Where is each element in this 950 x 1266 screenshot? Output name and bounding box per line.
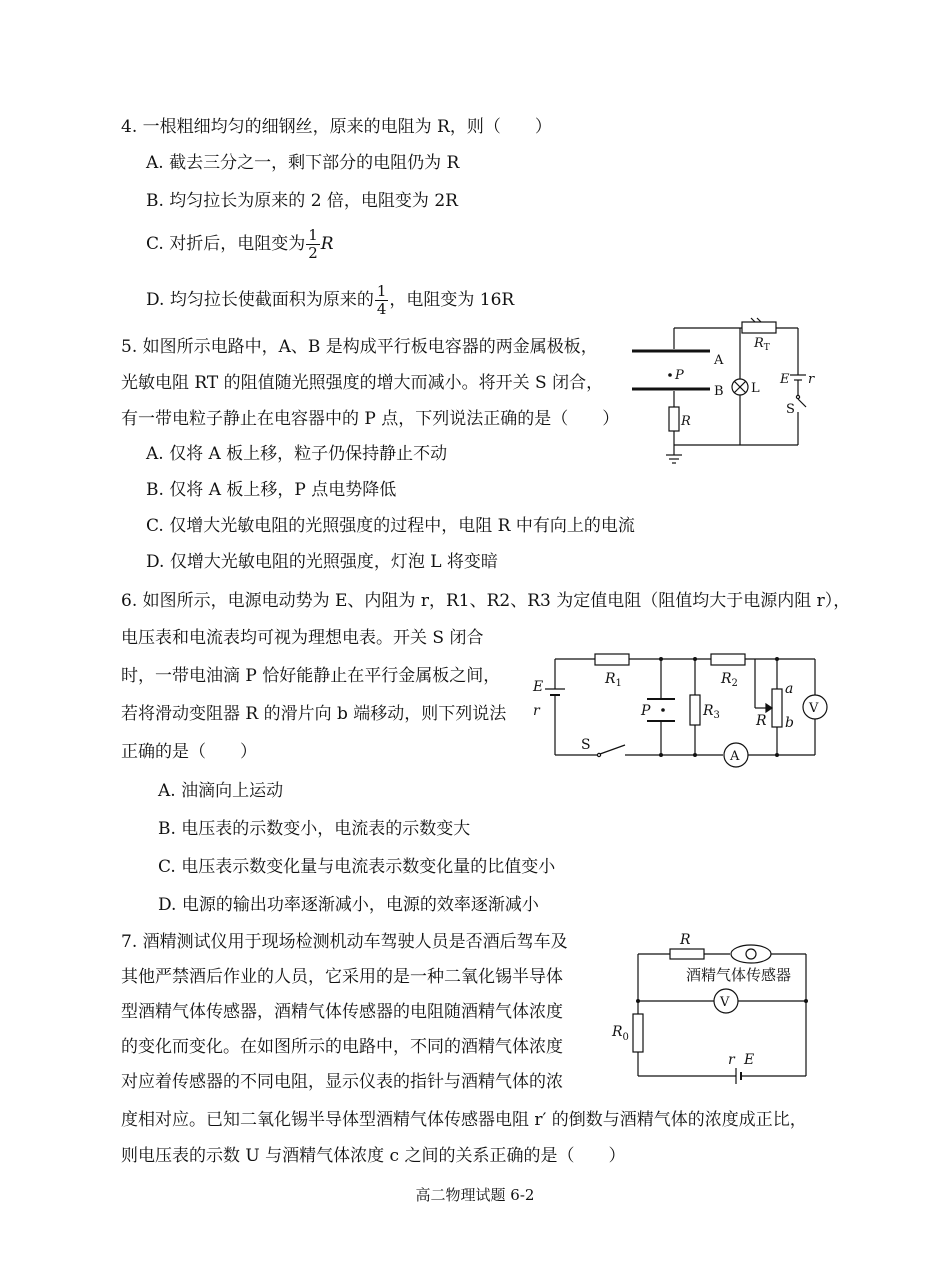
q6-label-a: a xyxy=(785,681,794,697)
q5-label-e: E xyxy=(780,372,790,387)
q6-label-e: E xyxy=(533,679,544,695)
q4-d-den: 4 xyxy=(376,300,387,318)
q5-particle-dot xyxy=(668,373,672,377)
q7-r0-main: R xyxy=(612,1024,623,1040)
q6-label-b: b xyxy=(785,715,794,731)
q6-line3: 时，一带电油滴 P 恰好能静止在平行金属板之间， xyxy=(121,666,501,686)
q5-option-d: D. 仅增大光敏电阻的光照强度，灯泡 L 将变暗 xyxy=(146,552,498,572)
q6-line4: 若将滑动变阻器 R 的滑片向 b 端移动，则下列说法 xyxy=(121,704,507,724)
q6-r2-main: R xyxy=(721,671,732,687)
q6-label-rheostat: R xyxy=(756,713,767,729)
q5-label-lamp: L xyxy=(751,381,760,396)
q5-rt-main: R xyxy=(754,336,764,351)
q6-label-r-internal: r xyxy=(533,703,540,719)
q4-c-post: R xyxy=(320,234,334,254)
q6-r2-sub: 2 xyxy=(731,678,738,689)
q6-r1-main: R xyxy=(605,671,616,687)
q5-label-s: S xyxy=(786,402,795,417)
q5-line2: 光敏电阻 RT 的阻值随光照强度的增大而减小。将开关 S 闭合， xyxy=(121,373,604,393)
page-footer: 高二物理试题 6-2 xyxy=(415,1186,535,1204)
q7-line4: 的变化而变化。在如图所示的电路中，不同的酒精气体浓度 xyxy=(121,1037,563,1057)
q6-line2: 电压表和电流表均可视为理想电表。开关 S 闭合 xyxy=(121,628,484,648)
q6-line5: 正确的是（ ） xyxy=(121,742,257,762)
q6-voltmeter-symbol: V xyxy=(809,701,819,716)
q6-label-p: P xyxy=(641,703,651,719)
q4-c-fraction xyxy=(306,227,320,262)
q7-line3: 型酒精气体传感器，酒精气体传感器的电阻随酒精气体浓度 xyxy=(121,1002,563,1022)
q7-label-r-internal: r xyxy=(728,1052,735,1068)
q6-r1-sub: 1 xyxy=(615,678,622,689)
q6-option-a: A. 油滴向上运动 xyxy=(158,781,284,801)
q5-line3: 有一带电粒子静止在电容器中的 P 点，下列说法正确的是（ ） xyxy=(121,409,620,429)
q4-d-num: 1 xyxy=(376,282,387,300)
q4-c-num: 1 xyxy=(308,226,318,244)
q6-labels xyxy=(532,671,819,764)
q5-label-r-internal: r xyxy=(808,372,815,387)
q7-voltmeter-symbol: V xyxy=(720,995,730,1010)
q4-c-den: 2 xyxy=(308,244,318,262)
q7-r0-sub: 0 xyxy=(622,1032,629,1043)
q6-label-r2 xyxy=(720,671,738,689)
q5-option-b: B. 仅将 A 板上移，P 点电势降低 xyxy=(146,480,397,500)
q4-d-post: ，电阻变为 16R xyxy=(389,290,515,310)
q7-label-e: E xyxy=(744,1052,755,1068)
q7-line6: 度相对应。已知二氧化锡半导体型酒精气体传感器电阻 r′ 的倒数与酒精气体的浓度成正比， xyxy=(121,1110,807,1130)
q6-option-b: B. 电压表的示数变小，电流表的示数变大 xyxy=(158,819,471,839)
q7-label-sensor: 酒精气体传感器 xyxy=(686,966,792,984)
q5-circuit-diagram xyxy=(630,315,820,465)
q6-option-c: C. 电压表示数变化量与电流表示数变化量的比值变小 xyxy=(158,857,556,877)
q7-line7: 则电压表的示数 U 与酒精气体浓度 c 之间的关系正确的是（ ） xyxy=(121,1146,626,1166)
q7-circuit-diagram xyxy=(610,928,820,1083)
q6-label-r3 xyxy=(702,703,720,721)
q7-line1: 7. 酒精测试仪用于现场检测机动车驾驶人员是否酒后驾车及 xyxy=(121,932,568,952)
q6-label-s: S xyxy=(581,737,591,753)
q4-stem: 4. 一根粗细均匀的细钢丝，原来的电阻为 R，则（ ） xyxy=(121,117,552,137)
q6-r3-main: R xyxy=(703,703,714,719)
q5-label-rt xyxy=(753,336,770,353)
q4-option-c xyxy=(146,224,334,264)
q5-label-b: B xyxy=(714,384,724,399)
q5-option-c: C. 仅增大光敏电阻的光照强度的过程中，电阻 R 中有向上的电流 xyxy=(146,516,635,536)
q5-label-r: R xyxy=(681,414,691,429)
q4-d-fraction xyxy=(375,283,389,318)
q6-label-r1 xyxy=(604,671,622,689)
q6-circuit-diagram xyxy=(525,645,835,775)
q5-label-p: P xyxy=(675,368,684,383)
q5-label-a: A xyxy=(714,353,724,368)
q6-r3-sub: 3 xyxy=(713,710,720,721)
q6-option-d: D. 电源的输出功率逐渐减小，电源的效率逐渐减小 xyxy=(158,895,539,915)
q4-c-text: C. 对折后，电阻变为 xyxy=(146,234,306,254)
q6-line1: 6. 如图所示，电源电动势为 E、内阻为 r，R1、R2、R3 为定值电阻（阻值均大于电源内阻 r）， xyxy=(121,591,851,611)
q7-line5: 对应着传感器的不同电阻，显示仪表的指针与酒精气体的浓 xyxy=(121,1072,563,1092)
q7-label-r: R xyxy=(680,932,691,948)
q4-option-d xyxy=(146,280,514,320)
q6-ammeter-symbol: A xyxy=(730,749,740,764)
q4-option-b: B. 均匀拉长为原来的 2 倍，电阻变为 2R xyxy=(146,191,458,211)
q4-option-a: A. 截去三分之一，剩下部分的电阻仍为 R xyxy=(146,153,460,173)
q5-option-a: A. 仅将 A 板上移，粒子仍保持静止不动 xyxy=(146,444,448,464)
q5-line1: 5. 如图所示电路中，A、B 是构成平行板电容器的两金属极板， xyxy=(121,337,598,357)
q5-rt-sub: T xyxy=(763,343,770,353)
q4-d-text: D. 均匀拉长使截面积为原来的 xyxy=(146,290,374,310)
q7-label-r0 xyxy=(611,1024,629,1043)
q7-line2: 其他严禁酒后作业的人员，它采用的是一种二氧化锡半导体 xyxy=(121,967,563,987)
